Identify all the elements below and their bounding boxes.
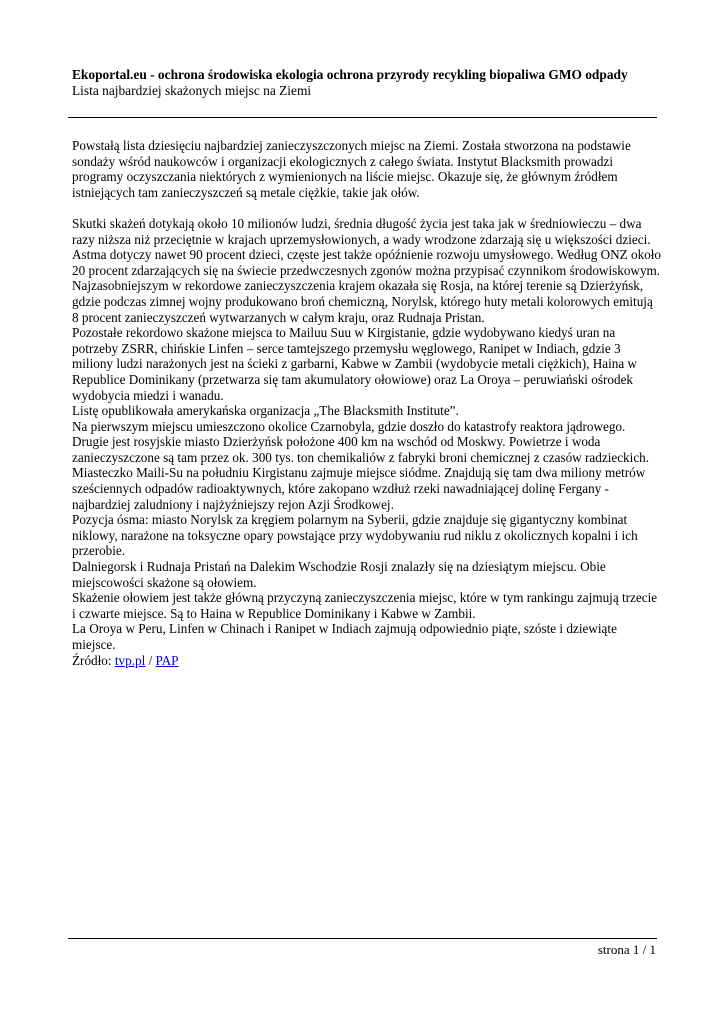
source-separator: / [145,652,156,668]
source-link-tvp[interactable]: tvp.pl [114,652,146,668]
site-title: Ekoportal.eu - ochrona środowiska ekologia ochrona przyrody recykling biopaliwa GMO odpady [72,67,628,82]
paragraph: Pozycja ósma: miasto Norylsk za kręgiem polarnym na Syberii, gdzie znajduje się gigantyczny kombinat niklowy, narażone na toksyczne opary powstające przy wydobywaniu rud niklu z okolicznych kopalni i ich przerobie. [72,512,638,559]
header-divider [68,117,657,118]
source-link-pap[interactable]: PAP [155,652,179,668]
intro-paragraph: Powstałą lista dziesięciu najbardziej zanieczyszczonych miejsc na Ziemi. Została stworzona na podstawie sondaży wśród naukowców i organizacji ekologicznych z całego świata. Instytut Blacksmith prowadzi programy oczyszczania niektórych z wymienionych na liście miejsc. Okazuje się, że głównym źródłem istniejących tam zanieczyszczeń są metale ciężkie, takie jak ołów. [72,138,631,200]
paragraph: Na pierwszym miejscu umieszczono okolice Czarnobyla, gdzie doszło do katastrofy reaktora jądrowego. [72,418,626,434]
paragraph: Drugie jest rosyjskie miasto Dzierżyńsk położone 400 km na wschód od Moskwy. Powietrze i woda zanieczyszczone są tam przez ok. 300 tys. ton chemikaliów z fabryki broni chemicznej z czasów radzieckich. [72,434,650,465]
source-label: Źródło: [72,652,115,668]
source-line [72,653,662,669]
article-body [72,138,662,668]
paragraph: Skutki skażeń dotykają około 10 milionów ludzi, średnia długość życia jest taka jak w średniowieczu – dwa razy niższa niż przeciętnie w krajach uprzemysłowionych, a wady wrodzone zdarzają się u większości dzieci. Astma dotyczy nawet 90 procent dzieci, częste jest także opóźnienie rozwoju umysłowego. Według ONZ około 20 procent zdarzających się na świecie przedwczesnych zgonów można przypisać czynnikom środowiskowym. [72,215,662,278]
article-title: Lista najbardziej skażonych miejsc na Ziemi [72,83,312,98]
paragraph: Listę opublikowała amerykańska organizacja „The Blacksmith Institute”. [72,403,459,419]
document-header [72,67,662,99]
footer-divider [68,938,657,939]
paragraph: Skażenie ołowiem jest także główną przyczyną zanieczyszczenia miejsc, które w tym rankingu zajmują trzecie i czwarte miejsce. Są to Haina w Republice Dominikany i Kabwe w Zambii. [72,590,658,621]
page-number: strona 1 / 1 [597,942,656,957]
paragraph: Miasteczko Maili-Su na południu Kirgistanu zajmuje miejsce siódme. Znajdują się tam dwa miliony metrów sześciennych odpadów radioaktywnych, które zakopano wzdłuż rzeki nawadniającej dolinę Fergany - najbardziej zaludniony i najżyźniejszy rejon Azji Środkowej. [72,465,646,512]
paragraph: Pozostałe rekordowo skażone miejsca to Mailuu Suu w Kirgistanie, gdzie wydobywano kiedyś uran na potrzeby ZSRR, chińskie Linfen – serce tamtejszego przemysłu węglowego, Ranipet w Indiach, gdzie 3 miliony ludzi narażonych jest na ścieki z garbarni, Kabwe w Zambii (wydobycie metali ciężkich), Haina w Republice Dominikany (przetwarza się tam akumulatory ołowiowe) oraz La Oroya – peruwiański ośrodek wydobycia miedzi i wanadu. [72,325,638,403]
paragraph: Najzasobniejszym w rekordowe zanieczyszczenia krajem okazała się Rosja, na której terenie są Dzierżyńsk, gdzie podczas zimnej wojny produkowano broń chemiczną, Norylsk, którego huty metali kolorowych emitują 8 procent zanieczyszczeń wytwarzanych w całym kraju, oraz Rudnaja Pristan. [72,278,653,325]
paragraph: La Oroya w Peru, Linfen w Chinach i Ranipet w Indiach zajmują odpowiednio piąte, szóste i dziewiąte miejsce. [72,621,617,652]
paragraph: Dalniegorsk i Rudnaja Pristań na Dalekim Wschodzie Rosji znalazły się na dziesiątym miejscu. Obie miejscowości skażone są ołowiem. [72,559,606,590]
